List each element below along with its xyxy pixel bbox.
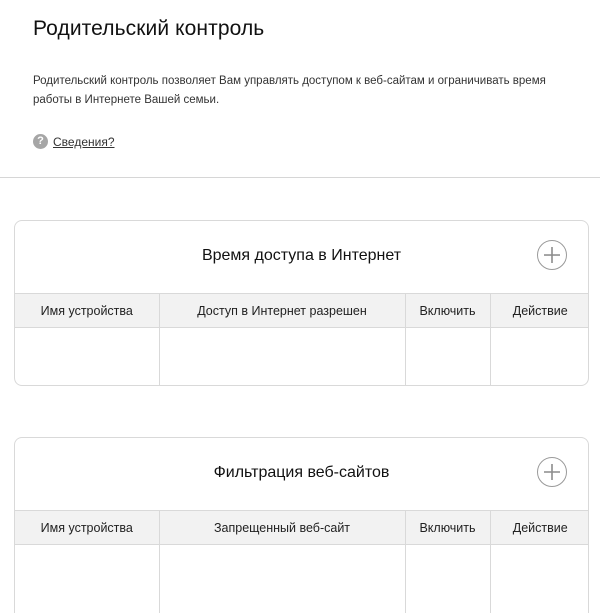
table-cell bbox=[490, 545, 589, 613]
table-header-row bbox=[15, 511, 589, 545]
website-filter-table bbox=[15, 510, 589, 613]
table-row-empty bbox=[15, 545, 589, 613]
table-row-empty bbox=[15, 328, 589, 387]
table-cell bbox=[159, 545, 405, 613]
table-cell bbox=[159, 328, 405, 387]
column-header-device-name: Имя устройства bbox=[15, 294, 159, 328]
table-cell bbox=[405, 328, 490, 387]
website-filter-panel-title: Фильтрация веб-сайтов bbox=[213, 464, 390, 481]
column-header-enable: Включить bbox=[405, 511, 490, 545]
column-header-access-allowed: Доступ в Интернет разрешен bbox=[159, 294, 405, 328]
table-cell bbox=[15, 545, 159, 613]
table-cell bbox=[15, 328, 159, 387]
access-time-panel-title: Время доступа в Интернет bbox=[201, 247, 402, 264]
table-cell bbox=[405, 545, 490, 613]
column-header-enable: Включить bbox=[405, 294, 490, 328]
page-description: Родительский контроль позволяет Вам управлять доступом к веб-сайтам и ограничивать время работы в Интернете Вашей семьи. bbox=[33, 75, 546, 106]
website-filter-panel bbox=[14, 437, 589, 613]
column-header-action: Действие bbox=[490, 294, 589, 328]
column-header-blocked-website: Запрещенный веб-сайт bbox=[159, 511, 405, 545]
column-header-device-name: Имя устройства bbox=[15, 511, 159, 545]
add-filter-rule-button[interactable] bbox=[537, 457, 567, 487]
section-divider bbox=[0, 177, 600, 178]
info-link-label[interactable]: Сведения? bbox=[53, 134, 115, 149]
table-cell bbox=[490, 328, 589, 387]
table-header-row bbox=[15, 294, 589, 328]
add-access-rule-button[interactable] bbox=[537, 240, 567, 270]
access-time-table bbox=[15, 293, 589, 386]
info-link[interactable] bbox=[33, 134, 115, 149]
access-time-panel bbox=[14, 220, 589, 386]
website-filter-panel-header bbox=[15, 438, 588, 510]
plus-icon bbox=[543, 246, 561, 264]
access-time-panel-header bbox=[15, 221, 588, 293]
page-title: Родительский контроль bbox=[33, 17, 265, 40]
plus-icon bbox=[543, 463, 561, 481]
question-circle-icon: ? bbox=[33, 134, 48, 149]
column-header-action: Действие bbox=[490, 511, 589, 545]
